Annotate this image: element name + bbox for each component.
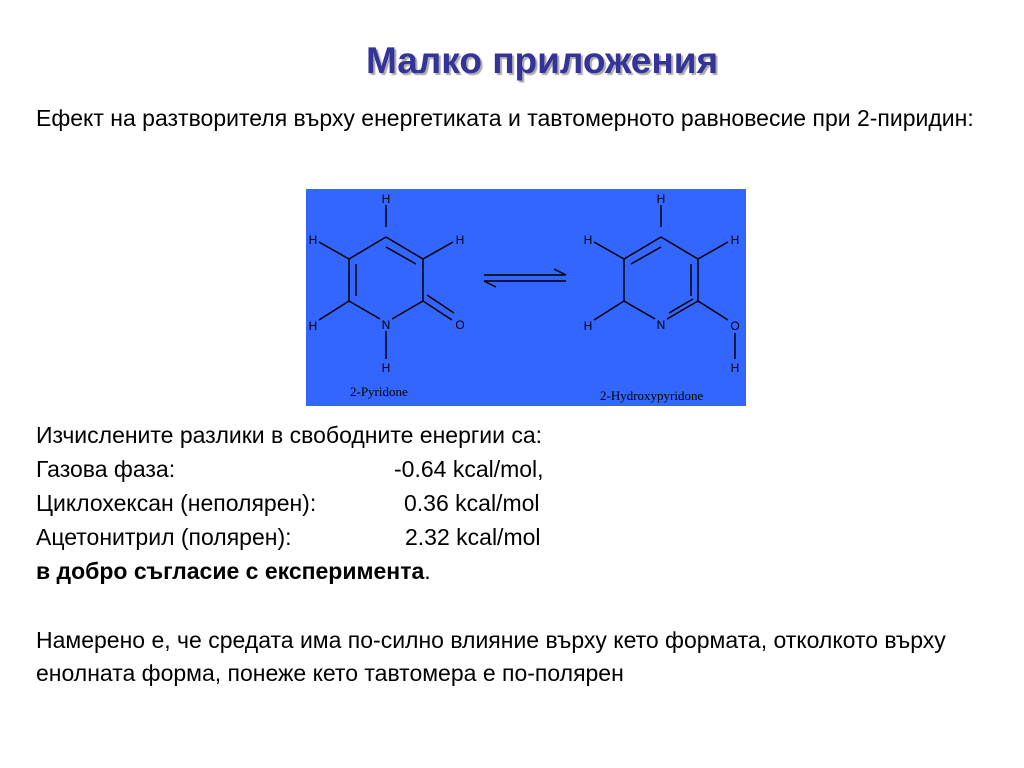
results-heading: Изчислените разлики в свободните енергии са:: [36, 422, 543, 448]
hydroxypyridone-bonds: [594, 205, 735, 359]
tautomer-figure: [306, 189, 746, 406]
atom-h: H: [308, 233, 318, 247]
atom-h: H: [583, 319, 593, 333]
atom-n: N: [381, 318, 391, 332]
atom-h: H: [656, 192, 666, 206]
result-value: 0.36 kcal/mol: [404, 490, 540, 516]
atom-h: H: [730, 361, 740, 375]
result-row-cyclohexane: [36, 486, 542, 520]
atom-h: H: [308, 319, 318, 333]
atom-o: O: [730, 319, 740, 333]
tautomer-diagram: [306, 189, 746, 406]
result-label: Циклохексан (неполярен):: [36, 490, 317, 516]
result-value: -0.64 kcal/mol,: [394, 456, 544, 482]
atom-h: H: [455, 233, 465, 247]
result-row-gas: [36, 452, 542, 486]
atom-o: O: [455, 318, 465, 332]
pyridone-bonds: [319, 205, 454, 359]
atom-h: H: [730, 233, 740, 247]
equilibrium-arrows: [484, 269, 566, 287]
agreement-line: [36, 554, 542, 588]
atom-h: H: [381, 192, 391, 206]
pyridone-label: 2-Pyridone: [350, 384, 408, 399]
conclusion-text: Намерено е, че средата има по-силно влияние върху кето формата, отколкото върху енолната форма, понеже кето тавтомера е по-полярен: [36, 627, 946, 686]
atom-n: N: [656, 318, 666, 332]
slide-title: Малко приложения: [365, 40, 719, 81]
result-row-acetonitrile: [36, 520, 542, 554]
results-block: [36, 418, 542, 588]
agreement-text: в добро съгласие с експеримента: [36, 558, 425, 584]
agreement-punct: .: [424, 558, 431, 584]
atom-h: H: [381, 361, 391, 375]
hydroxypyridone-label: 2-Hydroxypyridone: [600, 388, 704, 403]
result-label: Ацетонитрил (полярен):: [36, 524, 292, 550]
result-value: 2.32 kcal/mol: [405, 524, 541, 550]
result-label: Газова фаза:: [36, 456, 176, 482]
intro-text: Ефект на разтворителя върху енергетиката и тавтомерното равновесие при 2-пиридин:: [36, 105, 974, 131]
atom-h: H: [583, 233, 593, 247]
